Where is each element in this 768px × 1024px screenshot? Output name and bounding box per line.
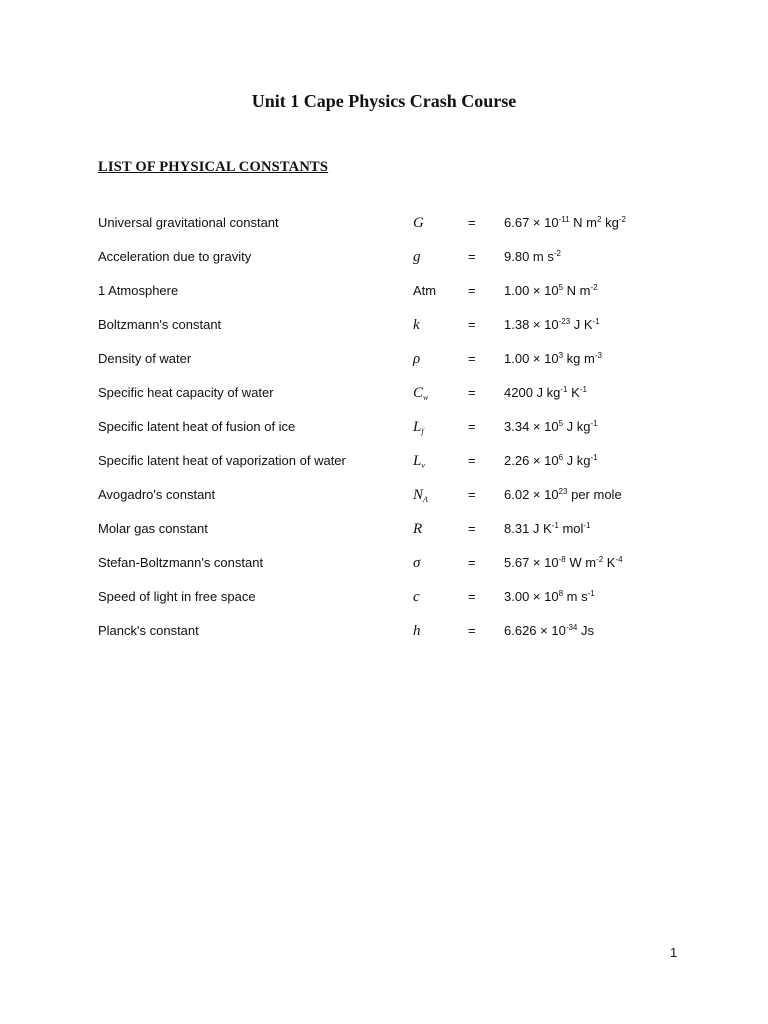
constant-symbol-letter: L: [413, 453, 422, 469]
value-exponent: 5: [558, 283, 564, 292]
equals-sign: =: [468, 419, 476, 434]
constant-value: [504, 418, 598, 436]
value-exponent: -1: [590, 453, 598, 462]
page-number: 1: [670, 945, 678, 960]
constant-symbol-letter: L: [413, 419, 422, 435]
constant-symbol: [413, 486, 428, 504]
equals-sign: =: [468, 589, 476, 604]
value-exponent: -1: [592, 317, 600, 326]
constant-name: Universal gravitational constant: [98, 215, 279, 230]
value-exponent: 5: [558, 419, 564, 428]
equals-sign: =: [468, 215, 476, 230]
constant-symbol-letter: Atm: [413, 283, 437, 298]
constant-value: [504, 622, 594, 640]
value-text: N m: [563, 283, 591, 298]
constant-value: [504, 282, 598, 300]
equals-sign: =: [468, 521, 476, 536]
value-exponent: 8: [558, 589, 564, 598]
value-text: 2.26 × 10: [504, 453, 559, 468]
equals-sign: =: [468, 317, 476, 332]
equals-sign: =: [468, 249, 476, 264]
constant-row: [0, 546, 768, 580]
value-exponent: -2: [618, 215, 626, 224]
equals-sign: =: [468, 283, 476, 298]
constant-row: [0, 410, 768, 444]
equals-sign: =: [468, 351, 476, 366]
value-text: J kg: [563, 419, 591, 434]
value-text: N m: [569, 215, 597, 230]
value-exponent: -3: [594, 351, 602, 360]
constant-row: [0, 478, 768, 512]
value-exponent: -34: [565, 623, 578, 632]
value-text: mol: [558, 521, 584, 536]
constant-row: [0, 512, 768, 546]
constant-value: [504, 316, 600, 334]
constant-value: [504, 588, 595, 606]
equals-sign: =: [468, 385, 476, 400]
value-text: 6.67 × 10: [504, 215, 559, 230]
constant-name: Molar gas constant: [98, 521, 208, 536]
constant-name: Acceleration due to gravity: [98, 249, 252, 264]
constant-symbol: [413, 316, 420, 334]
value-exponent: -1: [590, 419, 598, 428]
value-exponent: -2: [553, 249, 561, 258]
constant-symbol-letter: c: [413, 589, 420, 605]
value-text: 6.626 × 10: [504, 623, 566, 638]
constants-table: [0, 206, 768, 648]
constant-symbol: [413, 554, 420, 572]
constant-symbol: [413, 282, 436, 300]
value-text: K: [567, 385, 580, 400]
equals-sign: =: [468, 487, 476, 502]
constant-symbol: [413, 588, 420, 606]
equals-sign: =: [468, 555, 476, 570]
constant-row: [0, 376, 768, 410]
constant-name: Density of water: [98, 351, 192, 366]
constant-symbol-subscript: f: [421, 427, 424, 436]
constant-name: Specific latent heat of vaporization of water: [98, 453, 346, 468]
value-text: 1.38 × 10: [504, 317, 559, 332]
value-exponent: -23: [558, 317, 571, 326]
constant-value: [504, 214, 626, 232]
value-text: 4200 J kg: [504, 385, 561, 400]
value-exponent: -4: [615, 555, 623, 564]
value-text: 6.02 × 10: [504, 487, 559, 502]
value-text: 5.67 × 10: [504, 555, 559, 570]
constant-value: [504, 248, 561, 266]
value-text: per mole: [567, 487, 622, 502]
constant-symbol-letter: N: [413, 487, 424, 503]
value-text: J kg: [563, 453, 591, 468]
value-exponent: 23: [558, 487, 568, 496]
constant-symbol-letter: k: [413, 317, 420, 333]
value-text: m s: [563, 589, 588, 604]
constant-row: [0, 580, 768, 614]
value-text: J K: [570, 317, 593, 332]
value-text: kg: [601, 215, 619, 230]
value-text: 3.34 × 10: [504, 419, 559, 434]
constant-row: [0, 444, 768, 478]
constant-row: [0, 206, 768, 240]
value-exponent: -2: [596, 555, 604, 564]
value-exponent: 2: [597, 215, 602, 224]
constant-row: [0, 342, 768, 376]
constant-name: 1 Atmosphere: [98, 283, 179, 298]
value-text: Js: [577, 623, 594, 638]
constant-row: [0, 308, 768, 342]
constant-symbol: [413, 248, 421, 266]
constant-value: [504, 350, 602, 368]
constant-symbol-letter: G: [413, 215, 424, 231]
constant-symbol-subscript: v: [421, 461, 425, 470]
constant-name: Specific latent heat of fusion of ice: [98, 419, 296, 434]
constant-symbol-letter: g: [413, 249, 421, 265]
constant-symbol: [413, 452, 425, 470]
constant-value: [504, 520, 591, 538]
constant-value: [504, 452, 598, 470]
value-exponent: -1: [583, 521, 591, 530]
constant-symbol: [413, 214, 424, 232]
value-text: 1.00 × 10: [504, 283, 559, 298]
value-exponent: -11: [558, 215, 570, 224]
constant-name: Speed of light in free space: [98, 589, 256, 604]
value-text: K: [603, 555, 616, 570]
constant-symbol-subscript: w: [423, 393, 429, 402]
value-text: W m: [565, 555, 597, 570]
value-text: 9.80 m s: [504, 249, 554, 264]
constant-symbol-letter: h: [413, 623, 421, 639]
constant-value: [504, 384, 587, 402]
constant-name: Boltzmann's constant: [98, 317, 222, 332]
constant-row: [0, 614, 768, 648]
constant-symbol: [413, 418, 424, 436]
value-exponent: -2: [590, 283, 598, 292]
value-text: 1.00 × 10: [504, 351, 559, 366]
value-exponent: -8: [558, 555, 566, 564]
constant-name: Specific heat capacity of water: [98, 385, 274, 400]
value-exponent: 6: [558, 453, 564, 462]
section-heading: LIST OF PHYSICAL CONSTANTS: [98, 159, 329, 175]
value-exponent: -1: [579, 385, 587, 394]
value-text: 8.31 J K: [504, 521, 552, 536]
constant-name: Stefan-Boltzmann's constant: [98, 555, 264, 570]
constant-symbol: [413, 384, 428, 402]
constant-symbol: [413, 350, 420, 368]
constant-name: Planck's constant: [98, 623, 199, 638]
constant-symbol-letter: ρ: [413, 351, 421, 367]
constant-row: [0, 274, 768, 308]
value-exponent: -1: [560, 385, 568, 394]
constant-name: Avogadro's constant: [98, 487, 216, 502]
constant-value: [504, 554, 623, 572]
constant-symbol-letter: C: [413, 385, 424, 401]
value-exponent: -1: [551, 521, 559, 530]
constant-symbol-letter: σ: [413, 555, 421, 571]
page-title: Unit 1 Cape Physics Crash Course: [251, 91, 517, 111]
value-exponent: -1: [587, 589, 595, 598]
constant-symbol-letter: R: [413, 521, 423, 537]
constant-symbol-subscript: A: [423, 495, 428, 504]
constant-symbol: [413, 520, 422, 538]
value-text: kg m: [563, 351, 595, 366]
constant-row: [0, 240, 768, 274]
constant-value: [504, 486, 622, 504]
value-exponent: 3: [558, 351, 564, 360]
equals-sign: =: [468, 453, 476, 468]
constant-symbol: [413, 622, 421, 640]
value-text: 3.00 × 10: [504, 589, 559, 604]
equals-sign: =: [468, 623, 476, 638]
